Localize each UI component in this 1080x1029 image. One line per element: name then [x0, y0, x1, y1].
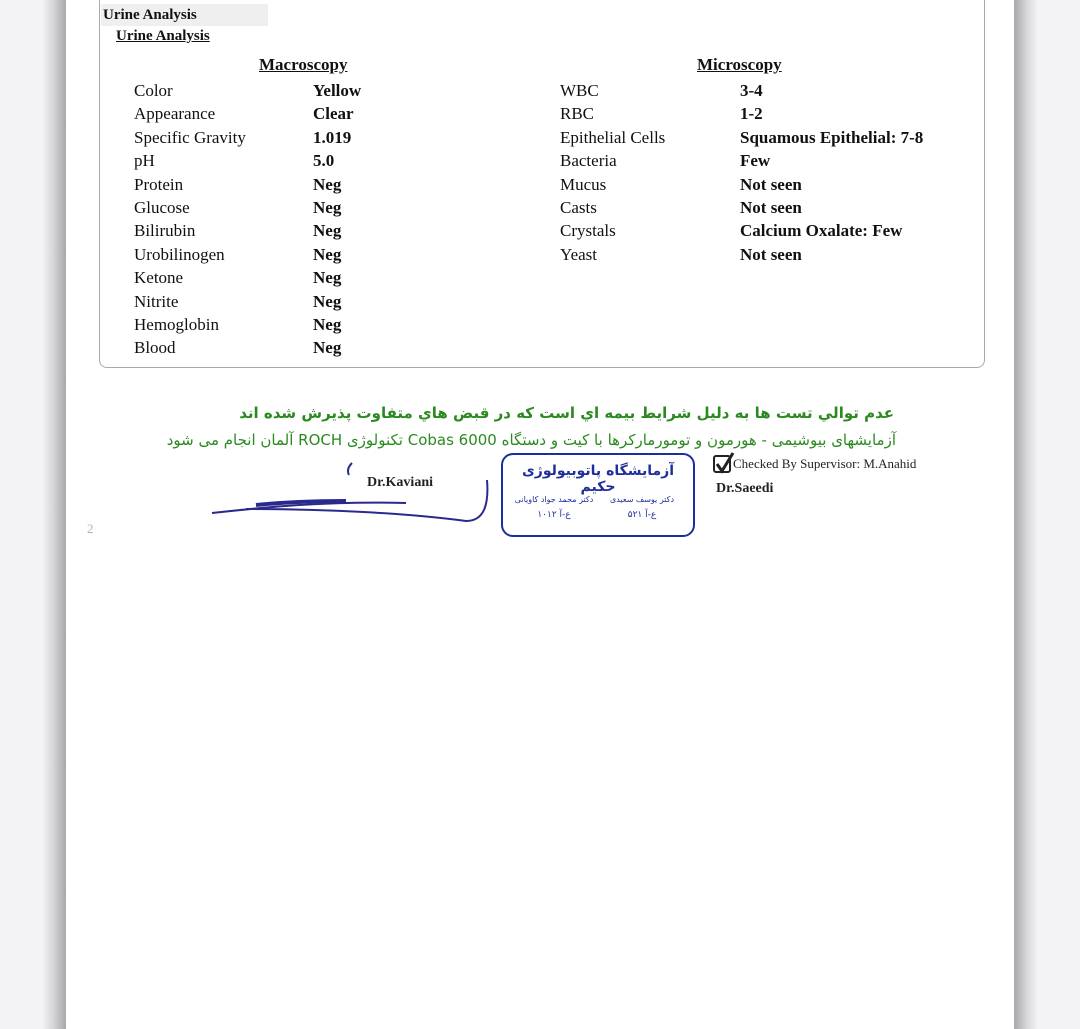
result-value: Neg — [313, 314, 342, 334]
result-value: Few — [740, 151, 771, 171]
microscopy-title: Microscopy — [697, 55, 782, 74]
macroscopy-title: Macroscopy — [259, 55, 348, 74]
result-label: Protein — [134, 174, 184, 194]
result-label: Urobilinogen — [134, 244, 225, 264]
page-shadow-right — [1014, 0, 1038, 1029]
urine-analysis-box — [99, 0, 985, 368]
page-shadow-left — [42, 0, 66, 1029]
result-label: RBC — [560, 104, 595, 124]
result-label: Glucose — [134, 197, 190, 217]
result-value: 1.019 — [313, 127, 352, 147]
result-value: Neg — [313, 338, 342, 358]
result-value: Yellow — [313, 81, 362, 100]
doctor-name-kaviani: Dr.Kaviani — [367, 475, 433, 490]
stamp-doctor-code: ع-آ ۵۲۱ — [627, 510, 657, 520]
result-label: WBC — [560, 81, 599, 100]
result-label: pH — [134, 151, 155, 171]
doctor-name-saeedi: Dr.Saeedi — [716, 481, 774, 496]
result-label: Color — [134, 81, 173, 100]
stamp-doctor-left — [509, 495, 599, 520]
result-label: Bilirubin — [134, 221, 196, 241]
result-label: Casts — [560, 197, 597, 217]
page-number: 2 — [87, 521, 94, 536]
stamp-lab-name: آزمایشگاه پاتوبیولوژی حکیم — [521, 463, 675, 495]
test-subheader: Urine Analysis — [116, 28, 210, 44]
result-value: Calcium Oxalate: Few — [740, 221, 903, 241]
stamp-doctor-name: دکتر محمد جواد کاویانی — [514, 495, 594, 504]
result-value: Neg — [313, 291, 342, 311]
result-value: Not seen — [740, 197, 802, 217]
result-value: Clear — [313, 104, 354, 124]
result-label: Hemoglobin — [134, 314, 219, 334]
result-label: Appearance — [134, 104, 216, 124]
result-value: Neg — [313, 244, 342, 264]
result-label: Nitrite — [134, 291, 179, 311]
signature-scribble — [206, 455, 496, 525]
result-value: 3-4 — [740, 81, 763, 100]
section-header: Urine Analysis — [101, 4, 268, 26]
result-value: Neg — [313, 221, 342, 241]
result-label: Bacteria — [560, 151, 617, 171]
result-value: Neg — [313, 268, 342, 288]
stamp-doctor-code: ع-آ ۱۰۱۲ — [537, 510, 571, 520]
result-value: Not seen — [740, 244, 802, 264]
result-value: Squamous Epithelial: 7-8 — [740, 127, 924, 147]
insurance-notice: عدم توالي تست ها به دليل شرايط بيمه اي است كه در قبض هاي متفاوت پذيرش شده اند — [239, 404, 894, 422]
lab-equipment-notice: آزمایشهای بیوشیمی - هورمون و تومورمارکرها با کیت و دستگاه Cobas 6000 تکنولوژی ROCH آلمان انجام می شود — [166, 431, 896, 449]
result-label: Specific Gravity — [134, 127, 246, 147]
result-label: Blood — [134, 338, 176, 358]
result-value: Neg — [313, 174, 342, 194]
result-label: Ketone — [134, 268, 184, 288]
checkmark-icon — [713, 455, 731, 473]
result-value: 5.0 — [313, 151, 335, 171]
result-label: Yeast — [560, 244, 598, 264]
result-label: Crystals — [560, 221, 616, 241]
result-label: Mucus — [560, 174, 607, 194]
result-value: Not seen — [740, 174, 802, 194]
document-page — [66, 0, 1014, 1029]
result-value: Neg — [313, 197, 342, 217]
laboratory-stamp — [501, 453, 695, 537]
stamp-doctor-name: دکتر یوسف سعیدی — [609, 495, 675, 504]
result-label: Epithelial Cells — [560, 127, 666, 147]
supervisor-check — [713, 455, 916, 473]
result-value: 1-2 — [740, 104, 763, 124]
stamp-doctor-right — [597, 495, 687, 520]
checked-by-label: Checked By Supervisor: M.Anahid — [733, 456, 917, 472]
